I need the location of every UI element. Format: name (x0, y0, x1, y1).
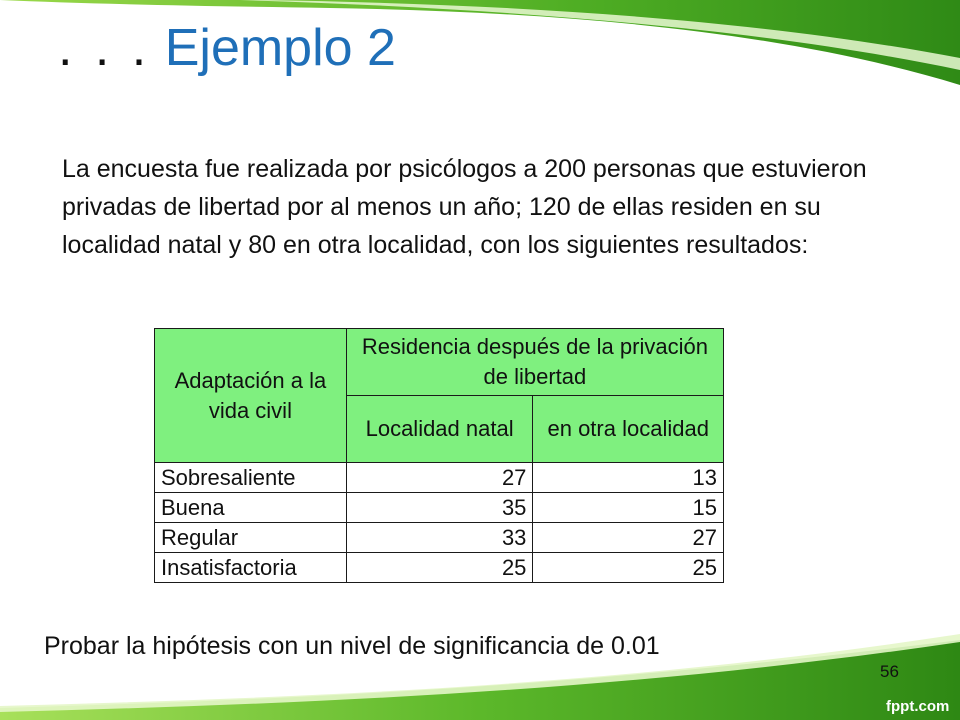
slide-title (58, 19, 396, 77)
cell-natal: 27 (346, 463, 533, 493)
column-header-natal: Localidad natal (346, 396, 533, 463)
table-header-row (155, 329, 724, 396)
cell-otra: 15 (533, 493, 724, 523)
column-header-otra: en otra localidad (533, 396, 724, 463)
cell-otra: 27 (533, 523, 724, 553)
body-paragraph: La encuesta fue realizada por psicólogos a 200 personas que estuvieron privadas de libertad por al menos un año; 120 de ellas residen en su localidad natal y 80 en otra localidad, con los siguientes resultados: (62, 155, 867, 259)
question-text: Probar la hipótesis con un nivel de significancia de 0.01 (44, 632, 660, 660)
row-label: Regular (155, 523, 347, 553)
table-row (155, 493, 724, 523)
row-label: Insatisfactoria (155, 553, 347, 583)
page-number: 56 (880, 662, 899, 681)
cell-otra: 13 (533, 463, 724, 493)
cell-natal: 33 (346, 523, 533, 553)
group-header-cell: Residencia después de la privación de libertad (346, 329, 723, 396)
contingency-table (154, 328, 724, 583)
cell-natal: 35 (346, 493, 533, 523)
title-text: Ejemplo 2 (164, 19, 396, 77)
table-row (155, 553, 724, 583)
cell-otra: 25 (533, 553, 724, 583)
cell-natal: 25 (346, 553, 533, 583)
row-label: Buena (155, 493, 347, 523)
row-label: Sobresaliente (155, 463, 347, 493)
table-row (155, 463, 724, 493)
brand-logo: fppt.com (886, 698, 950, 715)
table-row (155, 523, 724, 553)
row-header-cell: Adaptación a la vida civil (155, 329, 347, 463)
title-dots: . . . (58, 19, 151, 77)
